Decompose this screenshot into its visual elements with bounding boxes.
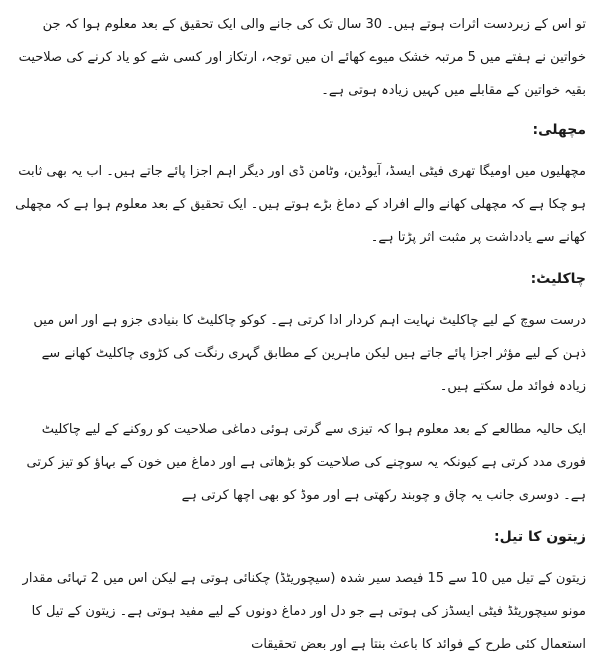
paragraph-chocolate-1: درست سوچ کے لیے چاکلیٹ نہایت اہم کردار ادا کرتی ہے۔ کوکو چاکلیٹ کا بنیادی جزو ہے اور اس میں ذہن کے لیے مؤثر اجزا پائے جاتے ہیں لیکن ماہرین کے مطابق گہری رنگت کی کڑوی چاکلیٹ کھانے سے زیادہ فوائد مل سکتے ہیں۔ (33, 313, 586, 394)
heading-chocolate: چاکلیٹ: (530, 271, 586, 287)
paragraph-chocolate-2: ایک حالیہ مطالعے کے بعد معلوم ہوا کہ تیزی سے گرتی ہوئی دماغی صلاحیت کو روکنے کے لیے چاکلیٹ فوری مدد کرتی ہے کیونکہ یہ سوچنے کی صلاحیت کو بڑھاتی ہے اور دماغ میں خون کے بہاؤ کو تیز کرتی ہے۔ دوسری جانب یہ چاق و چوبند رکھتی ہے اور موڈ کو بھی اچھا کرتی ہے (26, 422, 586, 503)
heading-olive-oil: زیتون کا تیل: (494, 529, 586, 545)
paragraph-intro: تو اس کے زبردست اثرات ہوتے ہیں۔ 30 سال تک کی جانے والی ایک تحقیق کے بعد معلوم ہوا کہ جن خواتین نے ہفتے میں 5 مرتبہ خشک میوے کھائے ان میں توجہ، ارتکاز اور کسی شے کو یاد کرنے کی صلاحیت بقیہ خواتین کے مقابلے میں کہیں زیادہ ہوتی ہے۔ (18, 17, 586, 98)
paragraph-fish: مچھلیوں میں اومیگا تھری فیٹی ایسڈ، آیوڈین، وٹامن ڈی اور دیگر اہم اجزا پائے جاتے ہیں۔ اب یہ بھی ثابت ہو چکا ہے کہ مچھلی کھانے والے افراد کے دماغ بڑے ہوتے ہیں۔ ایک تحقیق کے بعد معلوم ہوا ہے کہ مچھلی کھانے سے یادداشت پر مثبت اثر پڑتا ہے۔ (15, 164, 586, 245)
paragraph-olive-oil: زیتون کے تیل میں 10 سے 15 فیصد سیر شدہ (سیچوریٹڈ) چکنائی ہوتی ہے لیکن اس میں 2 تہائی مقدار مونو سیچوریٹڈ فیٹی ایسڈز کی ہوتی ہے جو دل اور دماغ دونوں کے لیے مفید ہوتی ہے۔ زیتون کے تیل کا استعمال کئی طرح کے فوائد کا باعث بنتا ہے اور بعض تحقیقات (22, 571, 586, 652)
heading-fish: مچھلی: (532, 122, 586, 138)
